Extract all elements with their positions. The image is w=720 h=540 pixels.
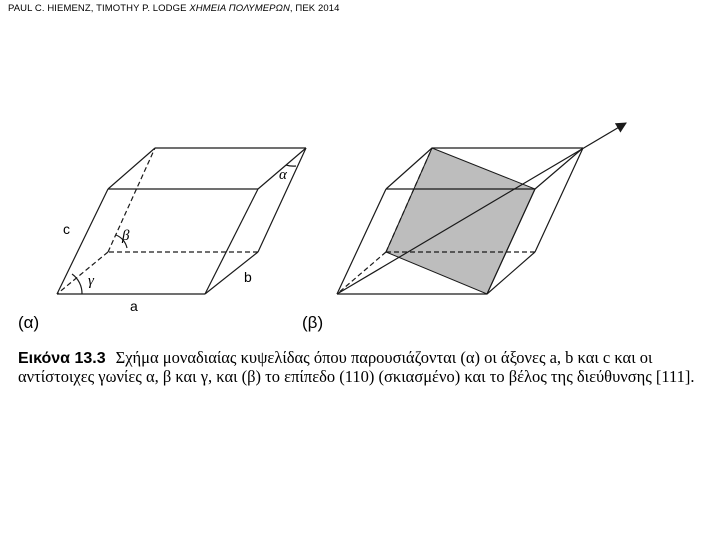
- alpha-arc: [286, 165, 296, 166]
- label-gamma: γ: [88, 273, 94, 289]
- header-book-title: ΧΗΜΕΙΑ ΠΟΛΥΜΕΡΩΝ: [189, 3, 290, 14]
- right-unit-cell: [337, 123, 626, 294]
- panel-label-a: (α): [18, 313, 40, 332]
- left-unit-cell: [57, 148, 306, 294]
- hidden-back-vertical-edge: [108, 148, 155, 252]
- left-front-vertical-edge: [337, 189, 386, 294]
- gamma-arc: [72, 274, 82, 294]
- label-c: c: [63, 221, 70, 237]
- right-back-vertical-edge: [535, 148, 583, 252]
- panel-label-b: (β): [302, 313, 324, 332]
- label-beta: β: [122, 228, 130, 244]
- label-a: a: [130, 298, 138, 314]
- figure-caption: [18, 349, 708, 386]
- hidden-left-bottom-edge: [57, 252, 108, 294]
- label-b: b: [244, 269, 252, 285]
- caption-text: Σχήμα μοναδιαίας κυψελίδας όπου παρουσιάζονται (α) οι άξονες a, b και c και οι αντίστοιχες γωνίες α, β και γ, και (β) το επίπεδο (110) (σκιασμένο) και το βέλος της διεύθυνσης [111].: [18, 348, 695, 386]
- right-back-vertical-edge: [258, 148, 306, 252]
- label-alpha: α: [279, 167, 287, 183]
- hidden-left-bottom-edge: [337, 252, 386, 294]
- header-publisher: , ΠΕΚ 2014: [289, 3, 340, 14]
- top-right-edge: [535, 148, 583, 189]
- header-authors: PAUL C. HIEMENZ, TIMOTHY P. LODGE: [8, 3, 190, 14]
- caption-figure-number: Εικόνα 13.3: [18, 350, 106, 367]
- top-left-edge: [108, 148, 155, 189]
- edge-c: [57, 189, 108, 294]
